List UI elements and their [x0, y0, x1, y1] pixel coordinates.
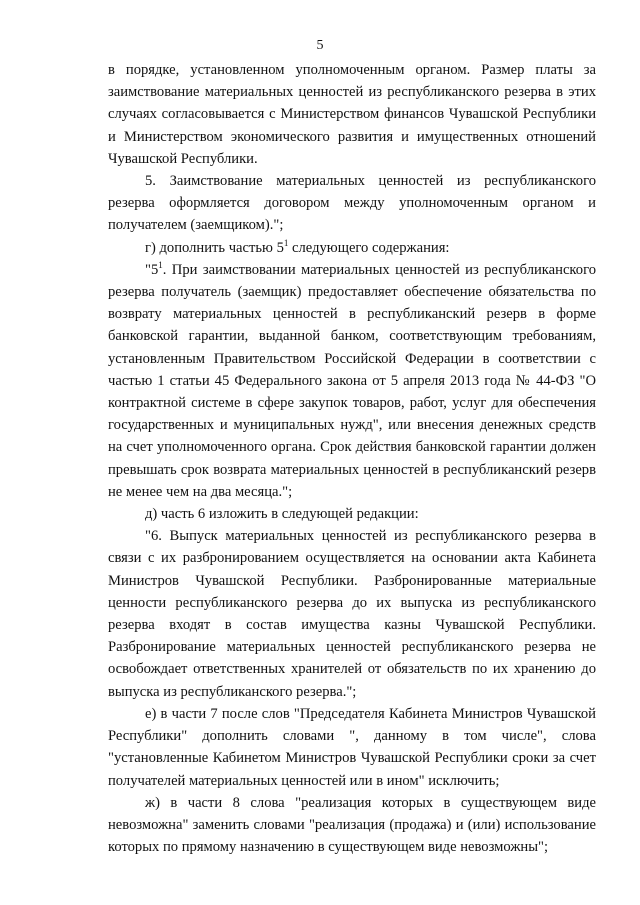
- document-body: [108, 59, 596, 858]
- paragraph: [108, 703, 596, 792]
- paragraph: [108, 59, 596, 170]
- text-run: "6. Выпуск материальных ценностей из республиканского резерва в связи с их разбронированием осуществляется на основании акта Кабинета Министров Чувашской Республики. Разбронированные материальные ценности республиканского резерва до их выпуска из республиканского резерва входят в состав имущества казны Чувашской Республики. Разбронирование материальных ценностей республиканского резерва не освобождает ответственных хранителей от обязательств по их хранению до выпуска из республиканского резерва.";: [108, 528, 596, 700]
- text-run: г) дополнить частью 5: [145, 239, 284, 256]
- text-run: . При заимствовании материальных ценностей из республиканского резерва получатель (заемщик) предоставляет обеспечение обязательства по возврату материальных ценностей в республиканский резерв в форме банковской гарантии, выданной банком, соответствующим требованиям, установленным Правительством Российской Федерации в соответствии с частью 1 статьи 45 Федерального закона от 5 апреля 2013 года № 44-ФЗ "О контрактной системе в сфере закупок товаров, работ, услуг для обеспечения государственных и муниципальных нужд", или внесения денежных средств на счет уполномоченного органа. Срок действия банковской гарантии должен превышать срок возврата материальных ценностей в республиканский резерв не менее чем на два месяца.";: [108, 261, 596, 500]
- text-run: 5. Заимствование материальных ценностей из республиканского резерва оформляется договором между уполномоченным органом и получателем (заемщиком).";: [108, 173, 596, 234]
- paragraph: [108, 170, 596, 237]
- text-run: д) часть 6 изложить в следующей редакции:: [145, 506, 419, 523]
- superscript: 1: [158, 259, 163, 270]
- paragraph: [108, 792, 596, 859]
- paragraph: [108, 525, 596, 703]
- text-run: е) в части 7 после слов "Председателя Кабинета Министров Чувашской Республики" дополнить словами ", данному в том числе", слова "установленные Кабинетом Министров Чувашской Республики сроки за счет получателей материальных ценностей или в ином" исключить;: [108, 705, 596, 789]
- paragraph: [108, 237, 596, 259]
- paragraph: [108, 259, 596, 503]
- superscript: 1: [283, 237, 289, 248]
- page-number: 5: [316, 38, 324, 53]
- text-run: ж) в части 8 слова "реализация которых в существующем виде невозможна" заменить словами "реализация (продажа) и (или) использование которых по прямому назначению в существующем виде невозможны";: [108, 794, 596, 856]
- text-run: в порядке, установленном уполномоченным органом. Размер платы за заимствование материальных ценностей из республиканского резерва в этих случаях согласовывается с Министерством финансов Чувашской Республики и Министерством экономического развития и имущественных отношений Чувашской Республики.: [108, 62, 596, 167]
- paragraph: [108, 503, 596, 525]
- text-run: следующего содержания:: [288, 239, 450, 256]
- text-run: "5: [145, 261, 159, 278]
